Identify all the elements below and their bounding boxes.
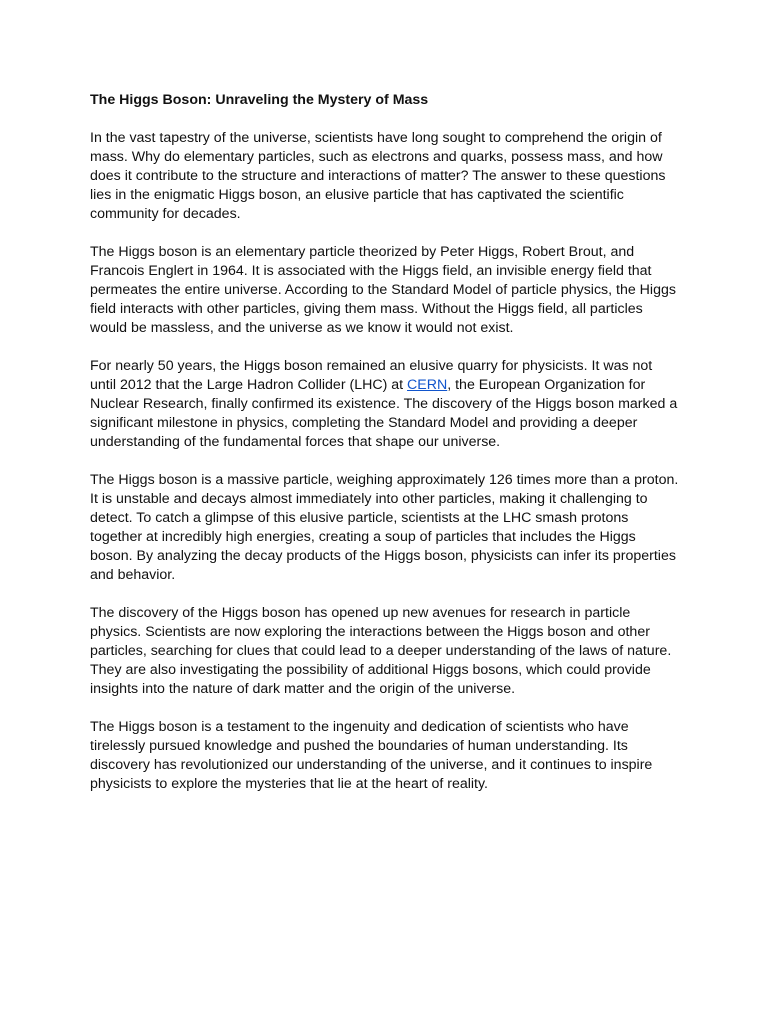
paragraph-3-text-after-link: , the European Organization for Nuclear Research, finally confirmed its existence. The discovery of the Higgs boson marked a significant milestone in physics, completing the Standard Model and providing a deeper understanding of the fundamental forces that shape our universe.: [90, 377, 678, 450]
paragraph-2: The Higgs boson is an elementary particle theorized by Peter Higgs, Robert Brout, and Francois Englert in 1964. It is associated with the Higgs field, an invisible energy field that permeates the entire universe. According to the Standard Model of particle physics, the Higgs field interacts with other particles, giving them mass. Without the Higgs field, all particles would be massless, and the universe as we know it would not exist.: [90, 244, 676, 336]
cern-link[interactable]: CERN: [407, 377, 448, 393]
paragraph-1: In the vast tapestry of the universe, scientists have long sought to comprehend the origin of mass. Why do elementary particles, such as electrons and quarks, possess mass, and how does it contribute to the structure and interactions of matter? The answer to these questions lies in the enigmatic Higgs boson, an elusive particle that has captivated the scientific community for decades.: [90, 130, 666, 222]
paragraph-4: The Higgs boson is a massive particle, weighing approximately 126 times more than a proton. It is unstable and decays almost immediately into other particles, making it challenging to detect. To catch a glimpse of this elusive particle, scientists at the LHC smash protons together at incredibly high energies, creating a soup of particles that includes the Higgs boson. By analyzing the decay products of the Higgs boson, physicists can infer its properties and behavior.: [90, 472, 679, 583]
paragraph-6: The Higgs boson is a testament to the ingenuity and dedication of scientists who have tirelessly pursued knowledge and pushed the boundaries of human understanding. Its discovery has revolutionized our understanding of the universe, and it continues to inspire physicists to explore the mysteries that lie at the heart of reality.: [90, 719, 653, 792]
document-title: The Higgs Boson: Unraveling the Mystery of Mass: [90, 92, 429, 108]
paragraph-3-text-before-link: For nearly 50 years, the Higgs boson remained an elusive quarry for physicists. It was not until 2012 that the Large Hadron Collider (LHC) at: [90, 358, 653, 393]
paragraph-3: [90, 357, 682, 452]
document-body: [90, 91, 682, 813]
paragraph-5: The discovery of the Higgs boson has opened up new avenues for research in particle physics. Scientists are now exploring the interactions between the Higgs boson and other particles, searching for clues that could lead to a deeper understanding of the laws of nature. They are also investigating the possibility of additional Higgs bosons, which could provide insights into the nature of dark matter and the origin of the universe.: [90, 605, 672, 697]
